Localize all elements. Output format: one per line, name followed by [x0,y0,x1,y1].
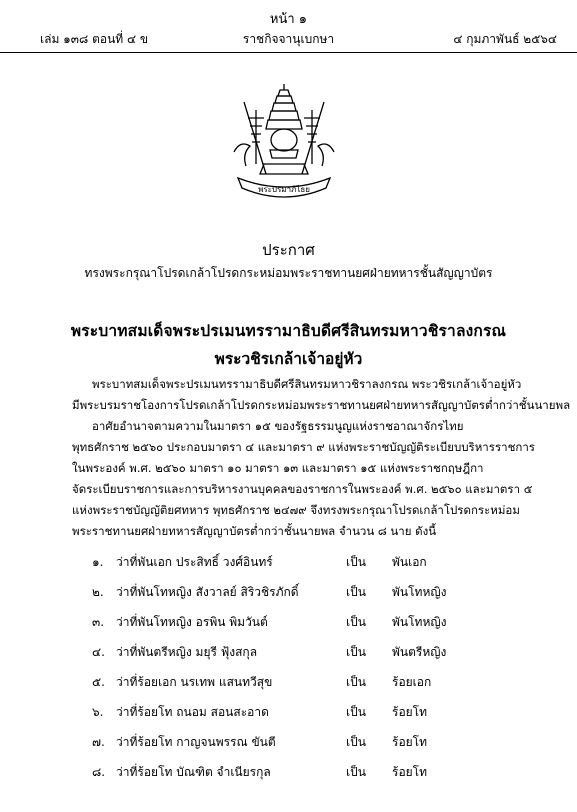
item-rank: ร้อยโท [392,735,428,749]
item-verb: เป็น [346,705,366,719]
emblem-banner: พระปรมาภิไธย [258,185,310,194]
gazette-title: ราชกิจจานุเบกษา [242,32,335,46]
item-rank: พันโทหญิง [392,585,447,599]
item-number: ๒. [92,585,104,599]
item-number: ๖. [92,705,104,719]
item-number: ๑. [92,555,104,569]
item-name: ว่าที่พันเอก ประสิทธิ์ วงศ์อินทร์ [116,555,273,569]
body-line: พระบาทสมเด็จพระปรเมนทรรามาธิบดีศรีสินทรมหาวชิราลงกรณ พระวชิรเกล้าเจ้าอยู่หัว [92,377,522,391]
item-number: ๘. [92,765,106,779]
body-line: มีพระบรมราชโองการโปรดเกล้าโปรดกระหม่อมพระราชทานยศฝ่ายทหารสัญญาบัตรต่ำกว่าชั้นนายพล [72,398,571,412]
royal-emblem-icon [226,82,342,206]
item-rank: พันเอก [392,555,427,569]
volume-issue: เล่ม ๑๓๘ ตอนที่ ๔ ข [40,32,149,46]
body-line: จัดระเบียบราชการและการบริหารงานบุคคลของราชการในพระองค์ พ.ศ. ๒๕๖๐ และมาตรา ๕ [72,482,533,496]
king-name-line-2: พระวชิรเกล้าเจ้าอยู่หัว [214,349,363,368]
item-rank: ร้อยโท [392,765,428,779]
body-line: พระราชทานยศฝ่ายทหารสัญญาบัตรต่ำกว่าชั้นนายพล จำนวน ๘ นาย ดังนี้ [72,524,437,538]
item-rank: ร้อยเอก [392,675,432,689]
publication-date: ๔ กุมภาพันธ์ ๒๕๖๔ [453,32,557,46]
item-verb: เป็น [346,555,366,569]
body-line: พุทธศักราช ๒๕๖๐ ประกอบมาตรา ๔ และมาตรา ๙ แห่งพระราชบัญญัติระเบียบบริหารราชการ [72,440,535,454]
page-number: หน้า ๑ [269,12,308,27]
item-verb: เป็น [346,765,366,779]
item-name: ว่าที่ร้อยเอก นรเทพ แสนทวีสุข [116,675,273,689]
item-rank: พันโทหญิง [392,615,447,629]
item-verb: เป็น [346,645,366,659]
item-number: ๕. [92,675,105,689]
item-rank: พันตรีหญิง [392,645,447,659]
item-verb: เป็น [346,615,366,629]
item-number: ๔. [92,645,105,659]
item-rank: ร้อยโท [392,705,428,719]
document-subject: ทรงพระกรุณาโปรดเกล้าโปรดกระหม่อมพระราชทานยศฝ่ายทหารชั้นสัญญาบัตร [84,266,493,280]
item-verb: เป็น [346,735,366,749]
item-name: ว่าที่พันโทหญิง อรพิน พิมวันต์ [116,615,268,629]
item-name: ว่าที่พันตรีหญิง มยุรี ฟุ้งสกุล [116,645,258,659]
item-name: ว่าที่พันโทหญิง สังวาลย์ สิริวชิรภักดิ์ [116,585,299,599]
king-name-line-1: พระบาทสมเด็จพระปรเมนทรรามาธิบดีศรีสินทรมหาวชิราลงกรณ [70,321,507,340]
body-line: อาศัยอำนาจตามความในมาตรา ๑๕ ของรัฐธรรมนูญแห่งราชอาณาจักรไทย [92,419,464,433]
item-name: ว่าที่ร้อยโท บัณฑิต จำเนียรกุล [116,765,271,779]
header-divider [0,52,577,53]
item-name: ว่าที่ร้อยโท ถนอม สอนสะอาด [116,705,269,719]
item-verb: เป็น [346,675,366,689]
item-name: ว่าที่ร้อยโท กาญจนพรรณ ขันตี [116,735,276,749]
document-type: ประกาศ [262,241,315,259]
body-line: ในพระองค์ พ.ศ. ๒๕๖๐ มาตรา ๑๐ มาตรา ๑๓ และมาตรา ๑๕ แห่งพระราชกฤษฎีกา [72,461,484,475]
item-number: ๗. [92,735,105,749]
item-number: ๓. [92,615,105,629]
item-verb: เป็น [346,585,366,599]
body-line: แห่งพระราชบัญญัติยศทหาร พุทธศักราช ๒๔๗๙ จึงทรงพระกรุณาโปรดเกล้าโปรดกระหม่อม [72,503,520,517]
